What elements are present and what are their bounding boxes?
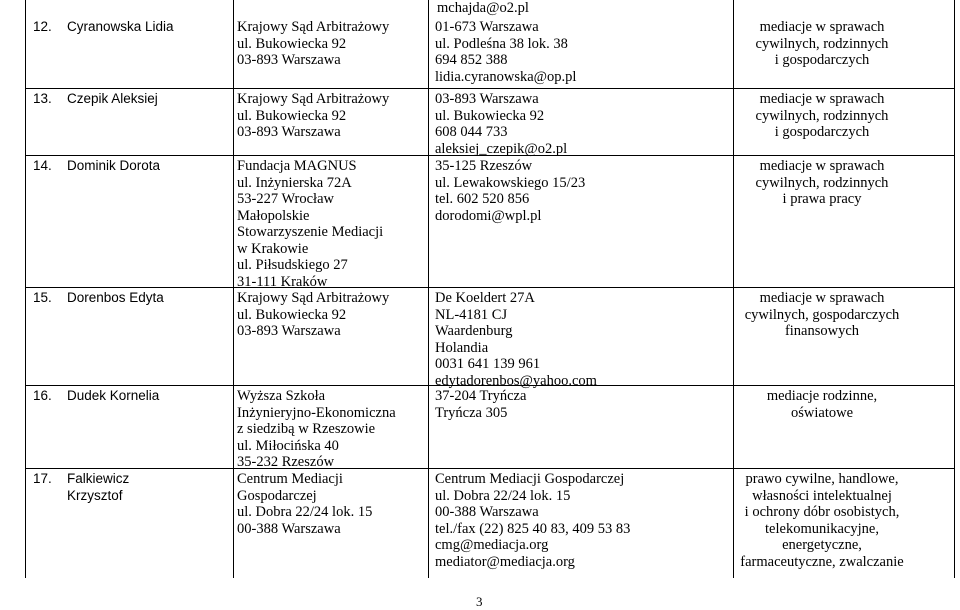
table-row [25, 287, 955, 389]
text-line: Czepik Aleksiej [67, 91, 158, 106]
text-line: Waardenburg [435, 323, 513, 339]
organization-cell [237, 158, 427, 290]
text-line: mediacje w sprawach [759, 290, 885, 306]
text-line: ul. Podleśna 38 lok. 38 [435, 35, 568, 52]
text-line: mediator@mediacja.org [435, 553, 575, 570]
text-line: 03-893 Warszawa [237, 124, 341, 140]
text-line: dorodomi@wpl.pl [435, 207, 542, 224]
contact-cell [435, 388, 735, 421]
text-line: 694 852 388 [435, 52, 508, 68]
table-row [25, 385, 955, 470]
text-line: oświatowe [790, 404, 853, 421]
organization-cell [237, 290, 427, 340]
table-row [25, 155, 955, 290]
text-line: ul. Dobra 22/24 lok. 15 [435, 487, 571, 504]
text-line: Dorenbos Edyta [67, 290, 164, 305]
text-line: energetyczne, [782, 537, 862, 553]
scope-cell [737, 91, 955, 141]
text-line: z siedzibą w Rzeszowie [237, 421, 376, 437]
mediator-name [67, 91, 158, 108]
text-line: prawo cywilne, handlowe, [745, 471, 899, 487]
text-line: i prawa pracy [782, 191, 862, 207]
contact-cell [435, 471, 735, 570]
text-line: 00-388 Warszawa [435, 504, 539, 520]
text-line: ul. Bukowiecka 92 [237, 35, 347, 52]
contact-cell [435, 19, 735, 85]
text-line: 03-893 Warszawa [435, 91, 539, 107]
text-line: De Koeldert 27A [435, 290, 535, 306]
column-divider [428, 0, 429, 578]
text-line: 01-673 Warszawa [435, 19, 539, 35]
mediator-name [67, 471, 129, 504]
text-line: Krzysztof [67, 487, 123, 503]
scope-cell [737, 19, 955, 69]
text-line: ul. Dobra 22/24 lok. 15 [237, 504, 373, 520]
entry-number: 16. [33, 388, 52, 403]
text-line: Fundacja MAGNUS [237, 158, 357, 174]
text-line: Centrum Mediacji [237, 471, 343, 487]
text-line: mediacje rodzinne, [766, 388, 878, 404]
text-line: ul. Bukowiecka 92 [237, 107, 347, 124]
text-line: tel./fax (22) 825 40 83, 409 53 83 [435, 520, 631, 537]
text-line: Inżynieryjno-Ekonomiczna [237, 404, 396, 421]
text-line: cywilnych, gospodarczych [744, 306, 900, 323]
entry-number: 15. [33, 290, 52, 305]
contact-cell [435, 158, 735, 224]
table-row [25, 88, 955, 157]
text-line: mediacje w sprawach [759, 158, 885, 174]
mediator-name [67, 158, 160, 175]
text-line: Krajowy Sąd Arbitrażowy [237, 91, 390, 107]
entry-number: 17. [33, 471, 52, 486]
mediator-name-cell [33, 290, 243, 307]
text-line: 00-388 Warszawa [237, 520, 341, 537]
mediator-name-cell [33, 388, 243, 405]
text-line: cywilnych, rodzinnych [755, 35, 889, 52]
text-line: cmg@mediacja.org [435, 537, 549, 553]
text-line: cywilnych, rodzinnych [755, 107, 889, 124]
text-line: farmaceutyczne, zwalczanie [740, 553, 904, 570]
scope-cell [737, 471, 955, 570]
text-line: ul. Lewakowskiego 15/23 [435, 174, 586, 191]
text-line: ul. Bukowiecka 92 [237, 306, 347, 323]
text-line: w Krakowie [237, 240, 309, 257]
scope-cell [737, 388, 955, 421]
mediator-name [67, 290, 164, 307]
contact-line: mchajda@o2.pl [437, 0, 529, 16]
entry-number: 13. [33, 91, 52, 106]
text-line: i gospodarczych [774, 52, 870, 68]
text-line: 53-227 Wrocław [237, 191, 334, 207]
column-divider [25, 0, 26, 578]
text-line: Dudek Kornelia [67, 388, 160, 403]
contact-cell [435, 91, 735, 157]
table-row [25, 468, 955, 570]
text-line: mediacje w sprawach [759, 91, 885, 107]
mediator-name-cell [33, 91, 243, 108]
text-line: finansowych [784, 323, 860, 339]
text-line: lidia.cyranowska@op.pl [435, 68, 577, 85]
text-line: Cyranowska Lidia [67, 19, 174, 34]
text-line: 03-893 Warszawa [237, 323, 341, 339]
text-line: mediacje w sprawach [759, 19, 885, 35]
text-line: Krajowy Sąd Arbitrażowy [237, 290, 390, 306]
text-line: 35-125 Rzeszów [435, 158, 533, 174]
organization-cell [237, 91, 427, 141]
text-line: 608 044 733 [435, 124, 508, 140]
text-line: własności intelektualnej [752, 487, 892, 504]
text-line: cywilnych, rodzinnych [755, 174, 889, 191]
top-fragment-contact [437, 0, 737, 17]
text-line: 0031 641 139 961 [435, 356, 541, 372]
organization-cell [237, 19, 427, 69]
mediator-name [67, 19, 174, 36]
text-line: Dominik Dorota [67, 158, 161, 173]
text-line: ul. Bukowiecka 92 [435, 107, 545, 124]
text-line: telekomunikacyjne, [765, 520, 879, 537]
scope-cell [737, 290, 955, 340]
text-line: 35-232 Rzeszów [237, 454, 335, 470]
page-number: 3 [476, 594, 483, 609]
text-line: ul. Inżynierska 72A [237, 174, 352, 191]
mediator-name-cell [33, 158, 243, 175]
mediator-name [67, 388, 159, 405]
text-line: 03-893 Warszawa [237, 52, 341, 68]
scope-cell [737, 158, 955, 208]
text-line: Tryńcza 305 [435, 404, 508, 421]
organization-cell [237, 471, 427, 537]
organization-cell [237, 388, 427, 471]
text-line: aleksiej_czepik@o2.pl [435, 140, 568, 157]
text-line: i gospodarczych [774, 124, 870, 140]
entry-number: 12. [33, 19, 52, 34]
text-line: Holandia [435, 339, 489, 356]
text-line: Gospodarczej [237, 487, 317, 504]
text-line: Centrum Mediacji Gospodarczej [435, 471, 625, 487]
text-line: tel. 602 520 856 [435, 191, 530, 207]
text-line: i ochrony dóbr osobistych, [744, 504, 900, 520]
text-line: 31-111 Kraków [237, 273, 328, 290]
text-line: ul. Miłocińska 40 [237, 437, 339, 454]
text-line: 37-204 Tryńcza [435, 388, 527, 404]
text-line: Krajowy Sąd Arbitrażowy [237, 19, 390, 35]
text-line: Stowarzyszenie Mediacji [237, 224, 384, 240]
mediator-name-cell [33, 19, 243, 36]
text-line: Falkiewicz [67, 471, 130, 486]
text-line: Małopolskie [237, 207, 310, 224]
text-line: ul. Piłsudskiego 27 [237, 257, 348, 273]
contact-cell [435, 290, 735, 389]
text-line: Wyższa Szkoła [237, 388, 326, 404]
text-line: edytadorenbos@yahoo.com [435, 372, 597, 389]
entry-number: 14. [33, 158, 52, 173]
mediator-name-cell [33, 471, 243, 504]
text-line: NL-4181 CJ [435, 306, 508, 323]
